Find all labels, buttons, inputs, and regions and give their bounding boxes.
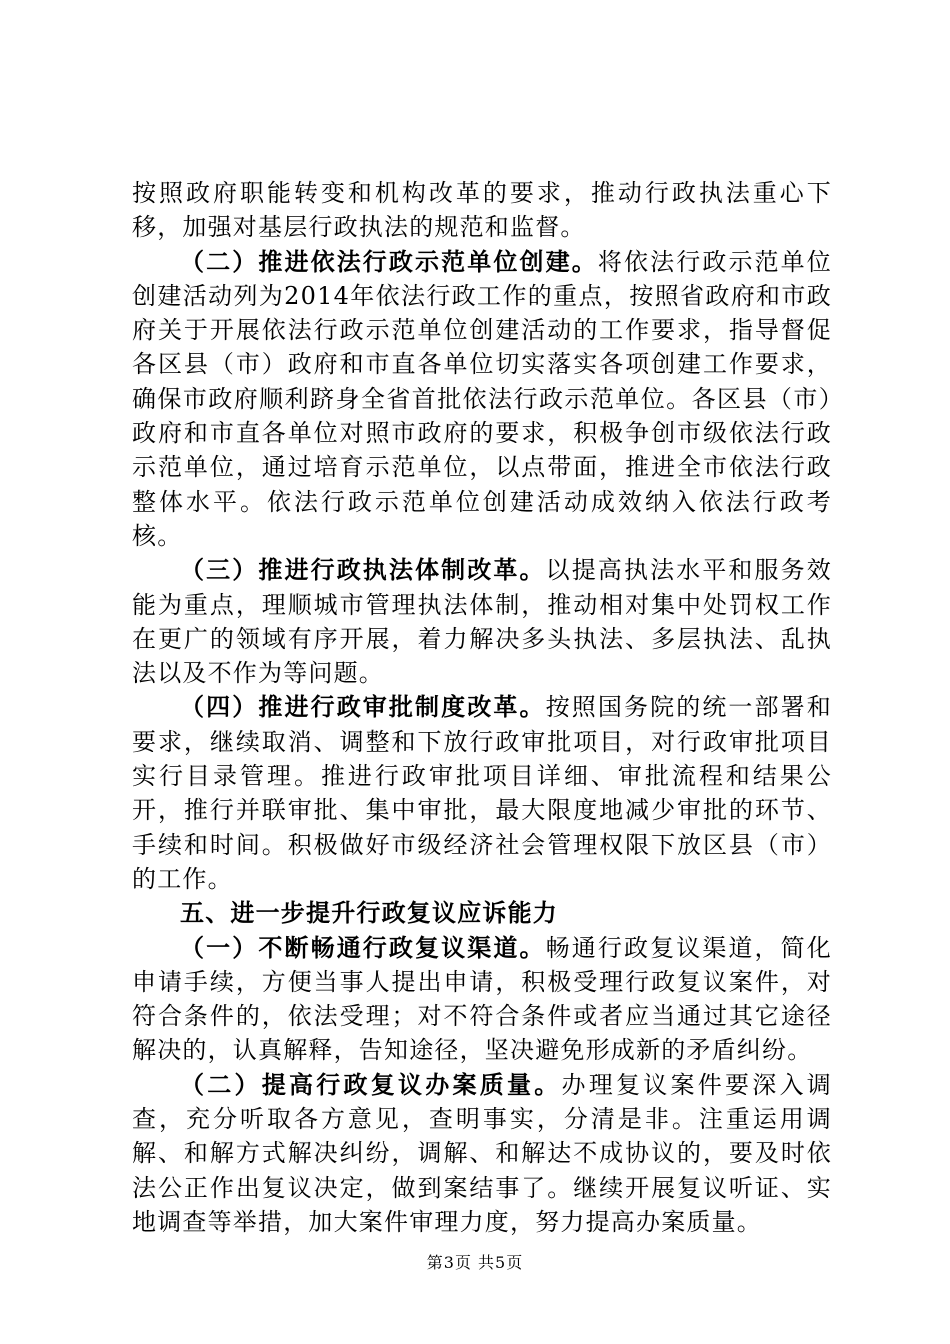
paragraph-lead: （三）推进行政执法体制改革。 <box>180 556 546 585</box>
page-number: 第3页 共5页 <box>426 1253 524 1272</box>
paragraph-text: 办理复议案件要深入调查，充分听取各方意见，查明事实，分清是非。注重运用调解、和解方式解决纠纷，调解、和解达不成协议的，要及时依法公正作出复议决定，做到案结事了。继续开展复议听证、实地调查等举措，加大案件审理力度，努力提高办案质量。 <box>132 1070 832 1236</box>
paragraph-review-channels <box>132 931 832 1068</box>
paragraph-text: 按照国务院的统一部署和要求，继续取消、调整和下放行政审批项目，对行政审批项目实行目录管理。推进行政审批项目详细、审批流程和结果公开，推行并联审批、集中审批，最大限度地减少审批的环节、手续和时间。积极做好市级经济社会管理权限下放区县（市）的工作。 <box>132 693 832 893</box>
document-body <box>132 176 832 1239</box>
paragraph-lead: （二）推进依法行政示范单位创建。 <box>180 247 598 276</box>
paragraph-lead: （四）推进行政审批制度改革。 <box>180 693 546 722</box>
paragraph-continuation <box>132 176 832 245</box>
paragraph-enforcement-reform <box>132 553 832 690</box>
section-heading: 五、进一步提升行政复议应诉能力 <box>180 899 558 928</box>
paragraph-text: 将依法行政示范单位创建活动列为2014年依法行政工作的重点，按照省政府和市政府关于开展依法行政示范单位创建活动的工作要求，指导督促各区县（市）政府和市直各单位切实落实各项创建工作要求，确保市政府顺利跻身全省首批依法行政示范单位。各区县（市）政府和市直各单位对照市政府的要求，积极争创市级依法行政示范单位，通过培育示范单位，以点带面，推进全市依法行政整体水平。依法行政示范单位创建活动成效纳入依法行政考核。 <box>132 247 832 550</box>
page-footer <box>0 1250 950 1273</box>
paragraph-demonstration-units <box>132 245 832 554</box>
paragraph-lead: （一）不断畅通行政复议渠道。 <box>180 933 546 962</box>
paragraph-text: 以提高执法水平和服务效能为重点，理顺城市管理执法体制，推动相对集中处罚权工作在更广的领域有序开展，着力解决多头执法、多层执法、乱执法以及不作为等问题。 <box>132 556 832 688</box>
paragraph-lead: （二）提高行政复议办案质量。 <box>180 1070 562 1099</box>
paragraph-approval-reform <box>132 690 832 896</box>
paragraph-text: 畅通行政复议渠道，简化申请手续，方便当事人提出申请，积极受理行政复议案件，对符合条件的，依法受理；对不符合条件或者应当通过其它途径解决的，认真解释，告知途径，坚决避免形成新的矛盾纠纷。 <box>132 933 832 1065</box>
paragraph-text: 按照政府职能转变和机构改革的要求，推动行政执法重心下移，加强对基层行政执法的规范和监督。 <box>132 179 832 242</box>
paragraph-review-quality <box>132 1068 832 1239</box>
